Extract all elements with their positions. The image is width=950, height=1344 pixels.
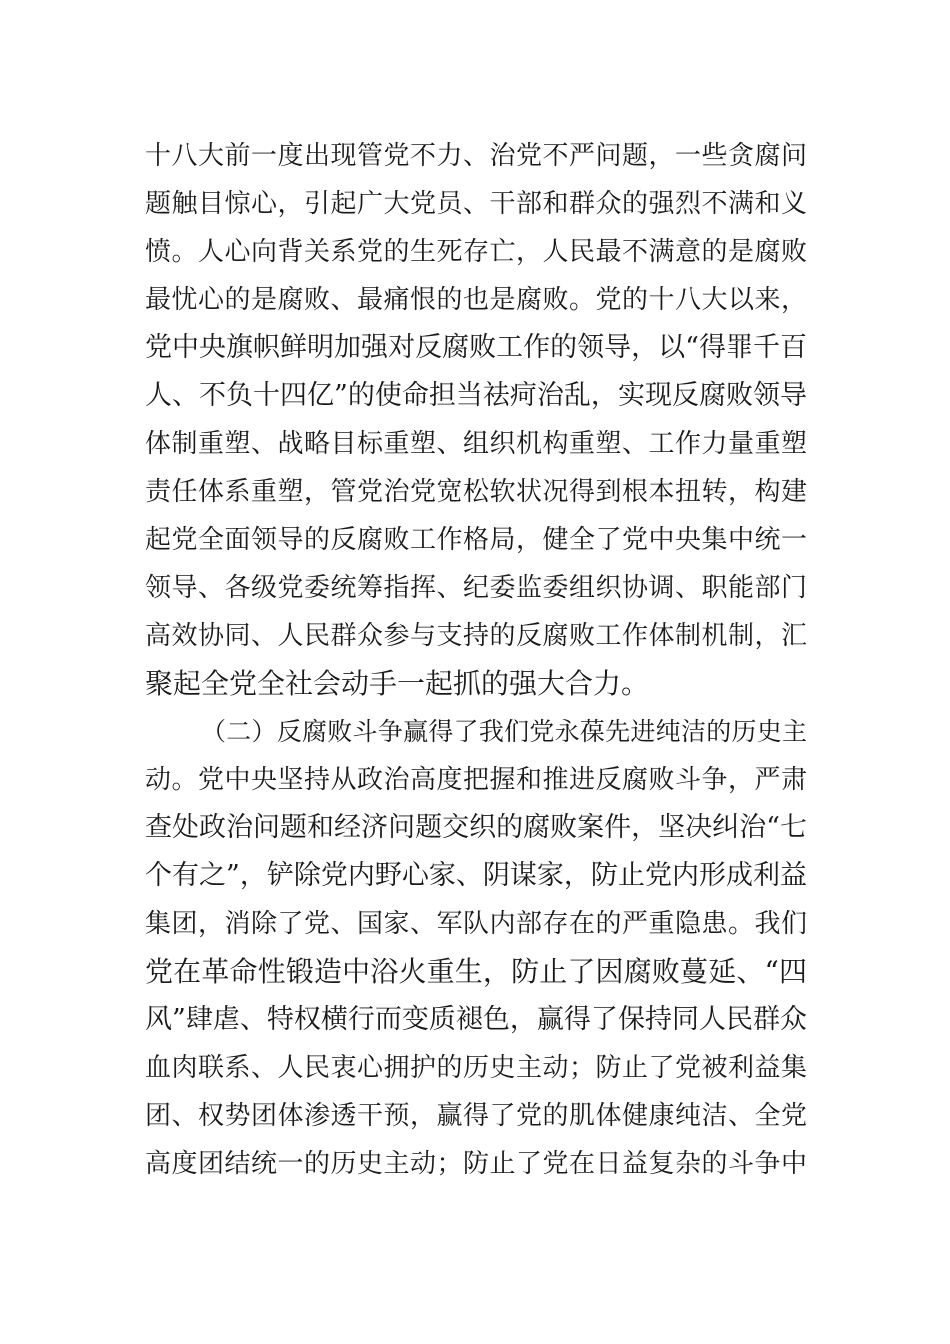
text-line: 责任体系重塑，管党治党宽松软状况得到根本扭转，构建 xyxy=(145,477,807,507)
text-line: 愤。人心向背关系党的生死存亡，人民最不满意的是腐败 xyxy=(145,237,807,267)
text-line: 血肉联系、人民衷心拥护的历史主动；防止了党被利益集 xyxy=(145,1053,807,1083)
text-line: 体制重塑、战略目标重塑、组织机构重塑、工作力量重塑 xyxy=(145,429,807,459)
text-line: 动。党中央坚持从政治高度把握和推进反腐败斗争，严肃 xyxy=(145,765,807,795)
text-line: 起党全面领导的反腐败工作格局，健全了党中央集中统一 xyxy=(145,525,807,555)
text-line: 题触目惊心，引起广大党员、干部和群众的强烈不满和义 xyxy=(145,189,807,219)
text-line: 党中央旗帜鲜明加强对反腐败工作的领导，以“得罪千百 xyxy=(145,332,807,363)
text-line: 聚起全党全社会动手一起抓的强大合力。 xyxy=(145,667,650,700)
text-line: 领导、各级党委统筹指挥、纪委监委组织协调、职能部门 xyxy=(145,573,807,603)
text-line: 高效协同、人民群众参与支持的反腐败工作体制机制，汇 xyxy=(145,621,807,651)
text-line: 风”肆虐、特权横行而变质褪色，赢得了保持同人民群众 xyxy=(145,1004,807,1035)
text-line: 十八大前一度出现管党不力、治党不严问题，一些贪腐问 xyxy=(145,141,807,171)
text-line: 党在革命性锻造中浴火重生，防止了因腐败蔓延、“四 xyxy=(145,955,807,988)
text-line: 团、权势团体渗透干预，赢得了党的肌体健康纯洁、全党 xyxy=(145,1101,807,1131)
paragraph-heading-line: （二）反腐败斗争赢得了我们党永葆先进纯洁的历史主 xyxy=(201,717,807,746)
text-line: 查处政治问题和经济问题交织的腐败案件，坚决纠治“七 xyxy=(145,812,807,843)
text-line: 个有之”，铲除党内野心家、阴谋家，防止党内形成利益 xyxy=(145,860,807,891)
text-line: 人、不负十四亿”的使命担当祛疴治乱，实现反腐败领导 xyxy=(145,380,807,411)
text-line: 高度团结统一的历史主动；防止了党在日益复杂的斗争中 xyxy=(145,1149,807,1179)
text-line: 集团，消除了党、国家、军队内部存在的严重隐患。我们 xyxy=(145,909,807,939)
text-line: 最忧心的是腐败、最痛恨的也是腐败。党的十八大以来， xyxy=(145,285,807,315)
